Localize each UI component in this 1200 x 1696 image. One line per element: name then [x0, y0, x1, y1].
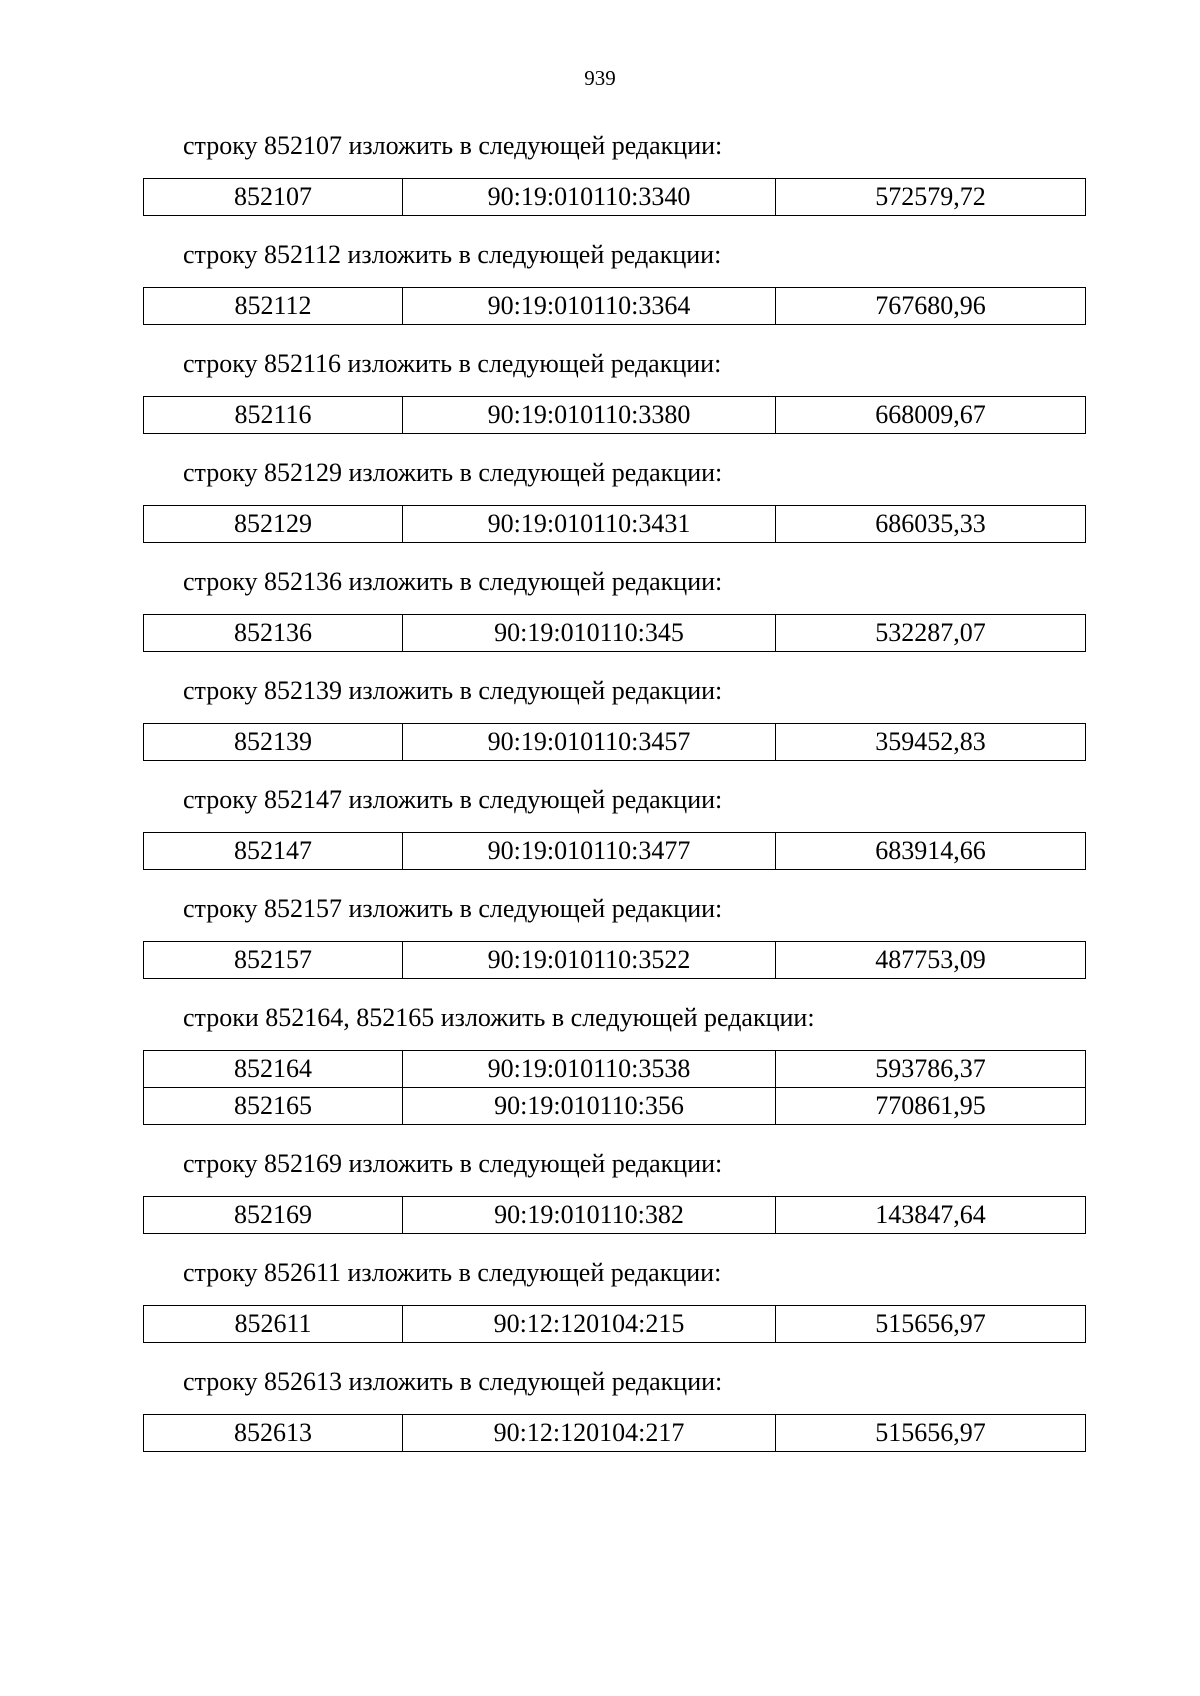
- table-row: [144, 1306, 1086, 1343]
- amendment-section: [0, 675, 1200, 784]
- table-row: [144, 942, 1086, 979]
- cadastral-number-cell: 90:19:010110:3477: [403, 833, 776, 870]
- row-number-cell: 852169: [144, 1197, 403, 1234]
- amendment-section: [0, 566, 1200, 675]
- amendment-table: [143, 1305, 1086, 1343]
- value-cell: 770861,95: [776, 1088, 1086, 1125]
- value-cell: 532287,07: [776, 615, 1086, 652]
- row-number-cell: 852107: [144, 179, 403, 216]
- value-cell: 767680,96: [776, 288, 1086, 325]
- row-number-cell: 852157: [144, 942, 403, 979]
- value-cell: 593786,37: [776, 1051, 1086, 1088]
- table-row: [144, 1197, 1086, 1234]
- amendment-instruction: строку 852139 изложить в следующей редакции:: [183, 676, 723, 705]
- table-row: [144, 1051, 1086, 1088]
- amendment-section: [0, 893, 1200, 1002]
- cadastral-number-cell: 90:19:010110:382: [403, 1197, 776, 1234]
- amendment-section: [0, 130, 1200, 239]
- table-row: [144, 1088, 1086, 1125]
- amendment-table: [143, 1050, 1086, 1125]
- value-cell: 572579,72: [776, 179, 1086, 216]
- amendment-instruction: строку 852613 изложить в следующей редакции:: [183, 1367, 723, 1396]
- amendment-instruction: строку 852169 изложить в следующей редакции:: [183, 1149, 723, 1178]
- cadastral-number-cell: 90:19:010110:3522: [403, 942, 776, 979]
- amendment-instruction: строку 852129 изложить в следующей редакции:: [183, 458, 723, 487]
- amendment-table: [143, 287, 1086, 325]
- cadastral-number-cell: 90:12:120104:217: [403, 1415, 776, 1452]
- amendment-instruction: строку 852136 изложить в следующей редакции:: [183, 567, 723, 596]
- row-number-cell: 852611: [144, 1306, 403, 1343]
- amendment-instruction: строки 852164, 852165 изложить в следующей редакции:: [183, 1003, 815, 1032]
- amendment-table: [143, 396, 1086, 434]
- row-number-cell: 852165: [144, 1088, 403, 1125]
- value-cell: 668009,67: [776, 397, 1086, 434]
- cadastral-number-cell: 90:19:010110:356: [403, 1088, 776, 1125]
- amendment-table: [143, 1196, 1086, 1234]
- row-number-cell: 852139: [144, 724, 403, 761]
- amendment-instruction: строку 852107 изложить в следующей редакции:: [183, 131, 723, 160]
- row-number-cell: 852613: [144, 1415, 403, 1452]
- amendment-section: [0, 1148, 1200, 1257]
- amendment-instruction: строку 852147 изложить в следующей редакции:: [183, 785, 723, 814]
- row-number-cell: 852136: [144, 615, 403, 652]
- value-cell: 359452,83: [776, 724, 1086, 761]
- value-cell: 487753,09: [776, 942, 1086, 979]
- amendments-list: [0, 130, 1200, 1475]
- amendment-section: [0, 1366, 1200, 1475]
- amendment-table: [143, 941, 1086, 979]
- table-row: [144, 506, 1086, 543]
- table-row: [144, 179, 1086, 216]
- cadastral-number-cell: 90:19:010110:3457: [403, 724, 776, 761]
- cadastral-number-cell: 90:19:010110:345: [403, 615, 776, 652]
- cadastral-number-cell: 90:19:010110:3340: [403, 179, 776, 216]
- row-number-cell: 852116: [144, 397, 403, 434]
- amendment-table: [143, 723, 1086, 761]
- value-cell: 515656,97: [776, 1415, 1086, 1452]
- table-row: [144, 615, 1086, 652]
- table-row: [144, 724, 1086, 761]
- amendment-table: [143, 832, 1086, 870]
- row-number-cell: 852112: [144, 288, 403, 325]
- table-row: [144, 288, 1086, 325]
- cadastral-number-cell: 90:19:010110:3364: [403, 288, 776, 325]
- table-row: [144, 1415, 1086, 1452]
- page-number: 939: [584, 66, 616, 90]
- cadastral-number-cell: 90:19:010110:3538: [403, 1051, 776, 1088]
- amendment-instruction: строку 852112 изложить в следующей редакции:: [183, 240, 722, 269]
- value-cell: 515656,97: [776, 1306, 1086, 1343]
- amendment-section: [0, 784, 1200, 893]
- amendment-section: [0, 239, 1200, 348]
- amendment-instruction: строку 852116 изложить в следующей редакции:: [183, 349, 722, 378]
- row-number-cell: 852164: [144, 1051, 403, 1088]
- cadastral-number-cell: 90:19:010110:3380: [403, 397, 776, 434]
- amendment-section: [0, 348, 1200, 457]
- amendment-table: [143, 505, 1086, 543]
- amendment-section: [0, 457, 1200, 566]
- amendment-instruction: строку 852157 изложить в следующей редакции:: [183, 894, 723, 923]
- table-row: [144, 397, 1086, 434]
- cadastral-number-cell: 90:19:010110:3431: [403, 506, 776, 543]
- cadastral-number-cell: 90:12:120104:215: [403, 1306, 776, 1343]
- row-number-cell: 852129: [144, 506, 403, 543]
- amendment-table: [143, 1414, 1086, 1452]
- value-cell: 683914,66: [776, 833, 1086, 870]
- amendment-section: [0, 1257, 1200, 1366]
- amendment-table: [143, 178, 1086, 216]
- amendment-section: [0, 1002, 1200, 1148]
- amendment-table: [143, 614, 1086, 652]
- table-row: [144, 833, 1086, 870]
- value-cell: 143847,64: [776, 1197, 1086, 1234]
- amendment-instruction: строку 852611 изложить в следующей редакции:: [183, 1258, 722, 1287]
- value-cell: 686035,33: [776, 506, 1086, 543]
- row-number-cell: 852147: [144, 833, 403, 870]
